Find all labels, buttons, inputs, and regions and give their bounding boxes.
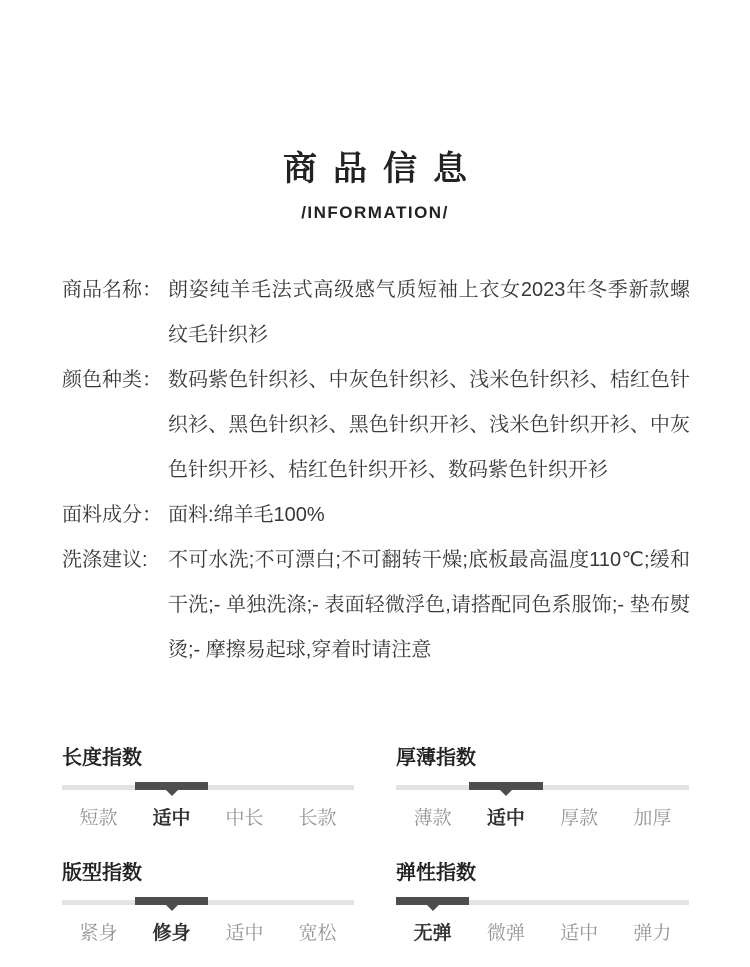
product-attributes [62,268,690,673]
slider-track [62,900,354,905]
index-option: 修身 [152,923,191,944]
attribute-row-washing [62,538,690,673]
index-options [62,922,354,946]
page-title: 商品信息 [283,150,483,188]
index-option: 紧身 [79,923,118,944]
index-slider [62,782,354,790]
index-grid [62,747,750,946]
slider-active-segment [135,782,208,790]
index-options [396,922,689,946]
index-option: 长款 [298,808,337,829]
index-slider [396,897,689,905]
index-option: 薄款 [413,808,452,829]
slider-active-segment [135,897,208,905]
attribute-label: 商品名称： [62,279,162,301]
attribute-label: 面料成分： [62,504,162,526]
index-options [396,807,689,831]
slider-track [62,785,354,790]
slider-active-segment [469,782,542,790]
index-title: 版型指数 [62,862,142,884]
index-option: 短款 [79,808,118,829]
index-option: 适中 [486,808,525,829]
index-options [62,807,354,831]
attribute-value: 面料:绵羊毛100% [168,504,325,526]
index-option: 适中 [225,923,264,944]
attribute-row-fabric [62,493,690,538]
index-option: 无弹 [413,923,452,944]
index-option: 弹力 [633,923,672,944]
index-title: 厚薄指数 [396,747,476,769]
index-block-elasticity [396,862,689,946]
attribute-value: 朗姿纯羊毛法式高级感气质短袖上衣女2023年冬季新款螺纹毛针织衫 [168,279,690,346]
attribute-label: 洗涤建议: [62,549,148,571]
slider-track [396,785,689,790]
index-title: 长度指数 [62,747,142,769]
attribute-value: 不可水洗;不可漂白;不可翻转干燥;底板最高温度110℃;缓和干洗;- 单独洗涤;- 表面轻微浮色,请搭配同色系服饰;- 垫布熨烫;- 摩擦易起球,穿着时请注意 [168,549,690,661]
attribute-row-color-variants [62,358,690,493]
index-option: 宽松 [298,923,337,944]
index-block-thickness [396,747,689,831]
page-header [0,0,750,223]
index-block-fit [62,862,354,946]
index-title: 弹性指数 [396,862,476,884]
attribute-row-product-name [62,268,690,358]
index-option: 微弹 [486,923,525,944]
slider-active-segment [396,897,469,905]
index-option: 适中 [560,923,599,944]
index-block-length [62,747,354,831]
index-option: 适中 [152,808,191,829]
index-option: 加厚 [633,808,672,829]
index-slider [62,897,354,905]
attribute-label: 颜色种类： [62,369,162,391]
page-subtitle: /INFORMATION/ [301,203,449,222]
attribute-value: 数码紫色针织衫、中灰色针织衫、浅米色针织衫、桔红色针织衫、黑色针织衫、黑色针织开衫、浅米色针织开衫、中灰色针织开衫、桔红色针织开衫、数码紫色针织开衫 [168,369,690,481]
index-option: 中长 [225,808,264,829]
index-slider [396,782,689,790]
index-option: 厚款 [560,808,599,829]
